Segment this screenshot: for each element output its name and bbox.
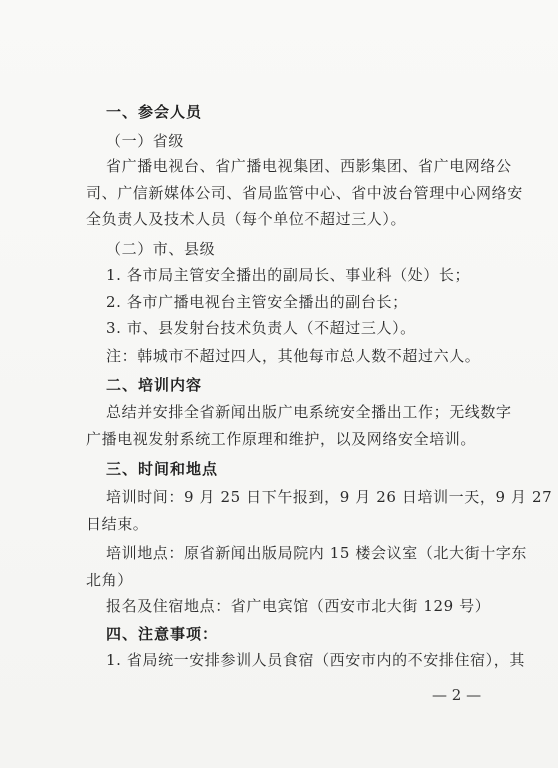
- subsection-heading-provincial: （一）省级: [106, 132, 185, 150]
- section-heading-training-content: 二、培训内容: [106, 376, 203, 394]
- subsection-heading-city-county: （二）市、县级: [106, 240, 216, 258]
- list-item: 2. 各市广播电视台主管安全播出的副台长；: [106, 293, 408, 311]
- section-heading-notes: 四、注意事项：: [106, 625, 219, 643]
- page-number: — 2 —: [432, 686, 482, 704]
- registration-place-line: 报名及住宿地点：省广电宾馆（西安市北大街 129 号）: [106, 597, 491, 615]
- paragraph-line: 1. 省局统一安排参训人员食宿（西安市内的不安排住宿），其: [106, 651, 525, 669]
- list-item: 1. 各市局主管安全播出的副局长、事业科（处）长；: [106, 266, 471, 284]
- paragraph-line: 省广播电视台、省广播电视集团、西影集团、省广电网络公: [106, 157, 512, 175]
- paragraph-line: 全负责人及技术人员（每个单位不超过三人）。: [86, 210, 407, 228]
- list-item: 3. 市、县发射台技术负责人（不超过三人）。: [106, 319, 416, 337]
- paragraph-line: 司、广信新媒体公司、省局监管中心、省中波台管理中心网络安: [86, 184, 523, 202]
- paragraph-line: 广播电视发射系统工作原理和维护，以及网络安全培训。: [86, 430, 477, 448]
- training-time-line: 培训时间：9 月 25 日下午报到，9 月 26 日培训一天，9 月 27: [106, 488, 553, 506]
- section-heading-time-place: 三、时间和地点: [106, 460, 219, 478]
- note-line: 注：韩城市不超过四人，其他每市总人数不超过六人。: [106, 347, 481, 365]
- section-heading-attendees: 一、参会人员: [106, 103, 203, 121]
- training-time-line: 日结束。: [86, 515, 149, 533]
- paragraph-line: 总结并安排全省新闻出版广电系统安全播出工作；无线数字: [106, 403, 512, 421]
- training-place-line: 北角）: [86, 571, 133, 589]
- training-place-line: 培训地点：原省新闻出版局院内 15 楼会议室（北大街十字东: [106, 544, 528, 562]
